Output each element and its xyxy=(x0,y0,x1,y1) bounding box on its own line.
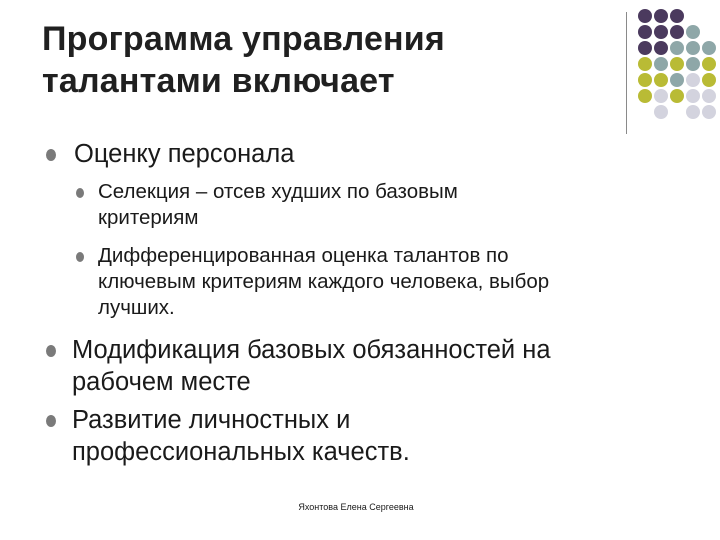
bullet-text xyxy=(98,243,549,321)
bullet-line: Оценку персонала xyxy=(74,140,295,168)
footer-author: Яхонтова Елена Сергеевна xyxy=(298,502,414,512)
bullet-line: ключевым критериям каждого человека, выбор xyxy=(98,270,550,293)
decorative-dot xyxy=(654,73,668,87)
bullet-dot-icon xyxy=(46,345,56,357)
decorative-dot xyxy=(654,25,668,39)
decorative-dot xyxy=(638,41,652,55)
decorative-dot xyxy=(670,89,684,103)
decorative-dot-grid xyxy=(634,8,718,120)
decorative-dot xyxy=(670,41,684,55)
bullet-dot-icon xyxy=(76,252,84,262)
bullet-line: Дифференцированная оценка талантов по xyxy=(98,244,509,267)
slide-title xyxy=(42,18,602,102)
decorative-dot xyxy=(702,57,716,71)
decorative-dot xyxy=(638,25,652,39)
title-line-1: Программа управления xyxy=(42,20,445,58)
bullet-text xyxy=(98,179,458,231)
bullet-text xyxy=(72,334,551,398)
bullet-line: лучших. xyxy=(98,296,175,319)
bullet-line: профессиональных качеств. xyxy=(72,438,410,466)
bullet-dot-icon xyxy=(46,149,56,161)
bullet-text xyxy=(72,404,410,468)
bullet-line: Развитие личностных и xyxy=(72,406,351,434)
decorative-dot xyxy=(670,9,684,23)
decorative-dot xyxy=(686,89,700,103)
bullet-line: рабочем месте xyxy=(72,368,251,396)
decorative-dot xyxy=(670,25,684,39)
decorative-dot xyxy=(686,105,700,119)
decorative-dot xyxy=(686,57,700,71)
bullet-line: Модификация базовых обязанностей на xyxy=(72,336,551,364)
decorative-dot xyxy=(638,89,652,103)
decorative-dot xyxy=(654,41,668,55)
bullet-line: Селекция – отсев худших по базовым xyxy=(98,180,458,203)
decorative-dot xyxy=(686,25,700,39)
decorative-dot xyxy=(654,89,668,103)
decorative-dot xyxy=(638,9,652,23)
decorative-dot xyxy=(670,73,684,87)
decorative-dot xyxy=(702,73,716,87)
decorative-dot xyxy=(686,41,700,55)
decorative-dot xyxy=(686,73,700,87)
title-line-2: талантами включает xyxy=(42,62,395,100)
bullet-dot-icon xyxy=(76,188,84,198)
bullet-text xyxy=(74,138,294,170)
decorative-dot xyxy=(702,89,716,103)
decorative-dot xyxy=(638,73,652,87)
decorative-dot xyxy=(702,41,716,55)
vertical-divider xyxy=(626,12,627,134)
decorative-dot xyxy=(638,57,652,71)
bullet-line: критериям xyxy=(98,206,199,229)
decorative-dot xyxy=(654,105,668,119)
decorative-dot xyxy=(670,57,684,71)
bullet-dot-icon xyxy=(46,415,56,427)
decorative-dot xyxy=(654,57,668,71)
decorative-dot xyxy=(702,105,716,119)
decorative-dot xyxy=(654,9,668,23)
